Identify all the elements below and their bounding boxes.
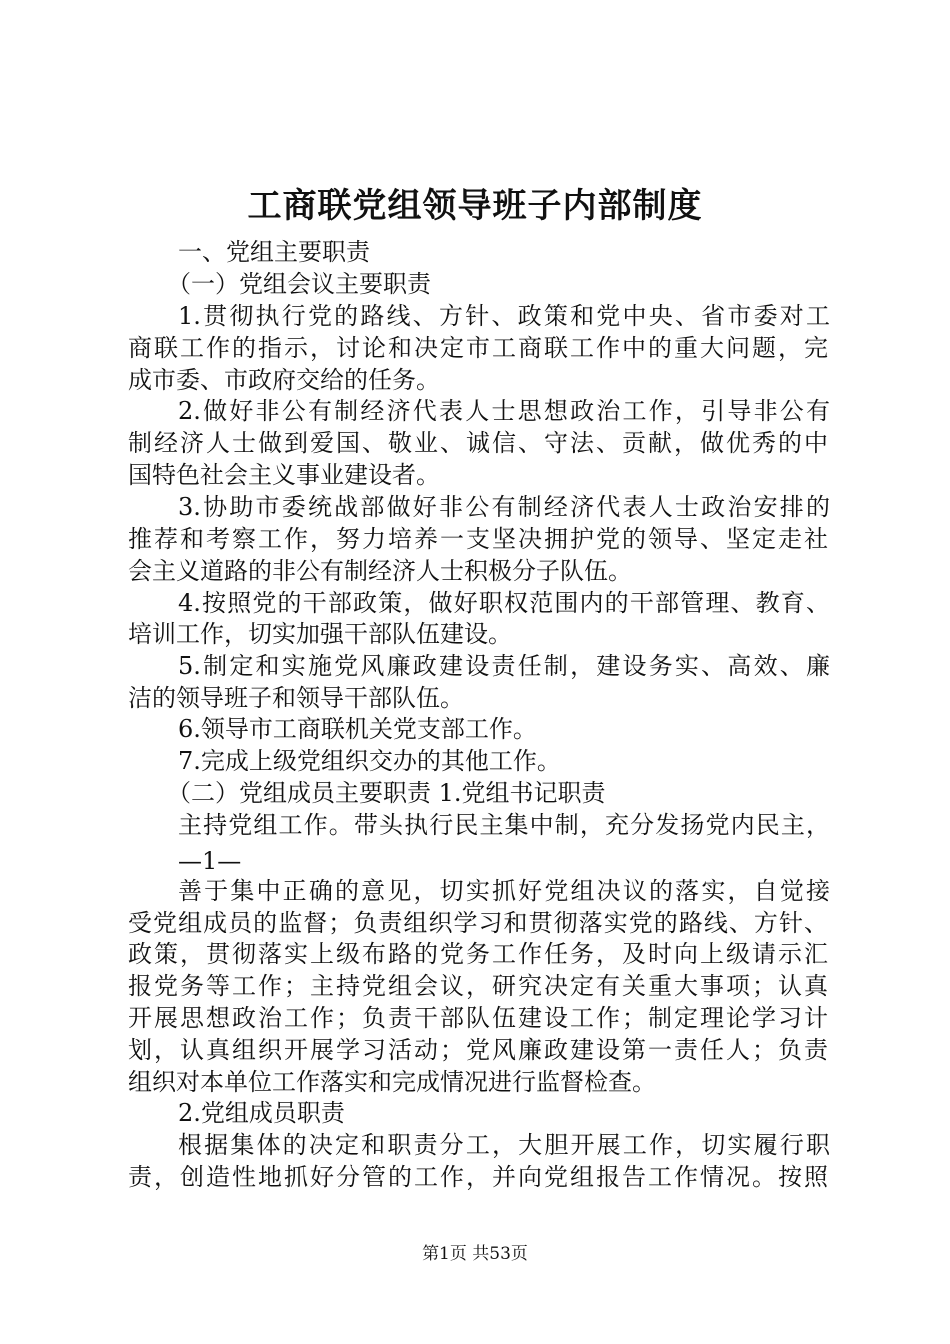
paragraph-line: 6.领导市工商联机关党支部工作。: [178, 715, 537, 743]
page-footer: 第1页 共53页: [422, 1244, 528, 1264]
paragraph-line: 3.协助市委统战部做好非公有制经济代表人士政治安排的: [178, 493, 830, 521]
paragraph-line: 划，认真组织开展学习活动；党风廉政建设第一责任人；负责: [128, 1036, 828, 1064]
paragraph-line: 推荐和考察工作，努力培养一支坚决拥护党的领导、坚定走社: [128, 525, 828, 553]
paragraph-line: 5.制定和实施党风廉政建设责任制，建设务实、高效、廉: [178, 652, 830, 680]
subsection-heading: （二）党组成员主要职责 1.党组书记职责: [167, 779, 606, 807]
paragraph-line: 1.贯彻执行党的路线、方针、政策和党中央、省市委对工: [178, 302, 830, 330]
paragraph-line: 善于集中正确的意见，切实抓好党组决议的落实，自觉接: [178, 877, 830, 905]
paragraph-line: 责，创造性地抓好分管的工作，并向党组报告工作情况。按照: [128, 1163, 828, 1191]
paragraph-line: 受党组成员的监督；负责组织学习和贯彻落实党的路线、方针、: [128, 909, 828, 937]
paragraph-line: 主持党组工作。带头执行民主集中制，充分发扬党内民主，: [178, 811, 830, 839]
subsection-heading: 2.党组成员职责: [178, 1099, 345, 1127]
section-heading: 一、党组主要职责: [178, 238, 370, 266]
paragraph-line: 4.按照党的干部政策，做好职权范围内的干部管理、教育、: [178, 589, 830, 617]
paragraph-line: 7.完成上级党组织交办的其他工作。: [178, 747, 561, 775]
paragraph-line: 国特色社会主义事业建设者。: [128, 461, 440, 489]
paragraph-line: 培训工作，切实加强干部队伍建设。: [128, 620, 512, 648]
paragraph-line: 报党务等工作；主持党组会议，研究决定有关重大事项；认真: [128, 972, 828, 1000]
paragraph-line: 商联工作的指示，讨论和决定市工商联工作中的重大问题，完: [128, 334, 828, 362]
paragraph-line: 2.做好非公有制经济代表人士思想政治工作，引导非公有: [178, 397, 830, 425]
paragraph-line: 成市委、市政府交给的任务。: [128, 366, 440, 394]
paragraph-line: 开展思想政治工作；负责干部队伍建设工作；制定理论学习计: [128, 1004, 828, 1032]
document-title: 工商联党组领导班子内部制度: [247, 186, 703, 226]
paragraph-line: 组织对本单位工作落实和完成情况进行监督检查。: [128, 1068, 656, 1096]
paragraph-line: 洁的领导班子和领导干部队伍。: [128, 684, 464, 712]
paragraph-line: 会主义道路的非公有制经济人士积极分子队伍。: [128, 557, 632, 585]
paragraph-line: 制经济人士做到爱国、敬业、诚信、守法、贡献，做优秀的中: [128, 429, 828, 457]
paragraph-line: 政策，贯彻落实上级布路的党务工作任务，及时向上级请示汇: [128, 940, 828, 968]
subsection-heading: （一）党组会议主要职责: [167, 270, 431, 298]
page-number-marker: —1—: [178, 847, 242, 875]
paragraph-line: 根据集体的决定和职责分工，大胆开展工作，切实履行职: [178, 1131, 830, 1159]
